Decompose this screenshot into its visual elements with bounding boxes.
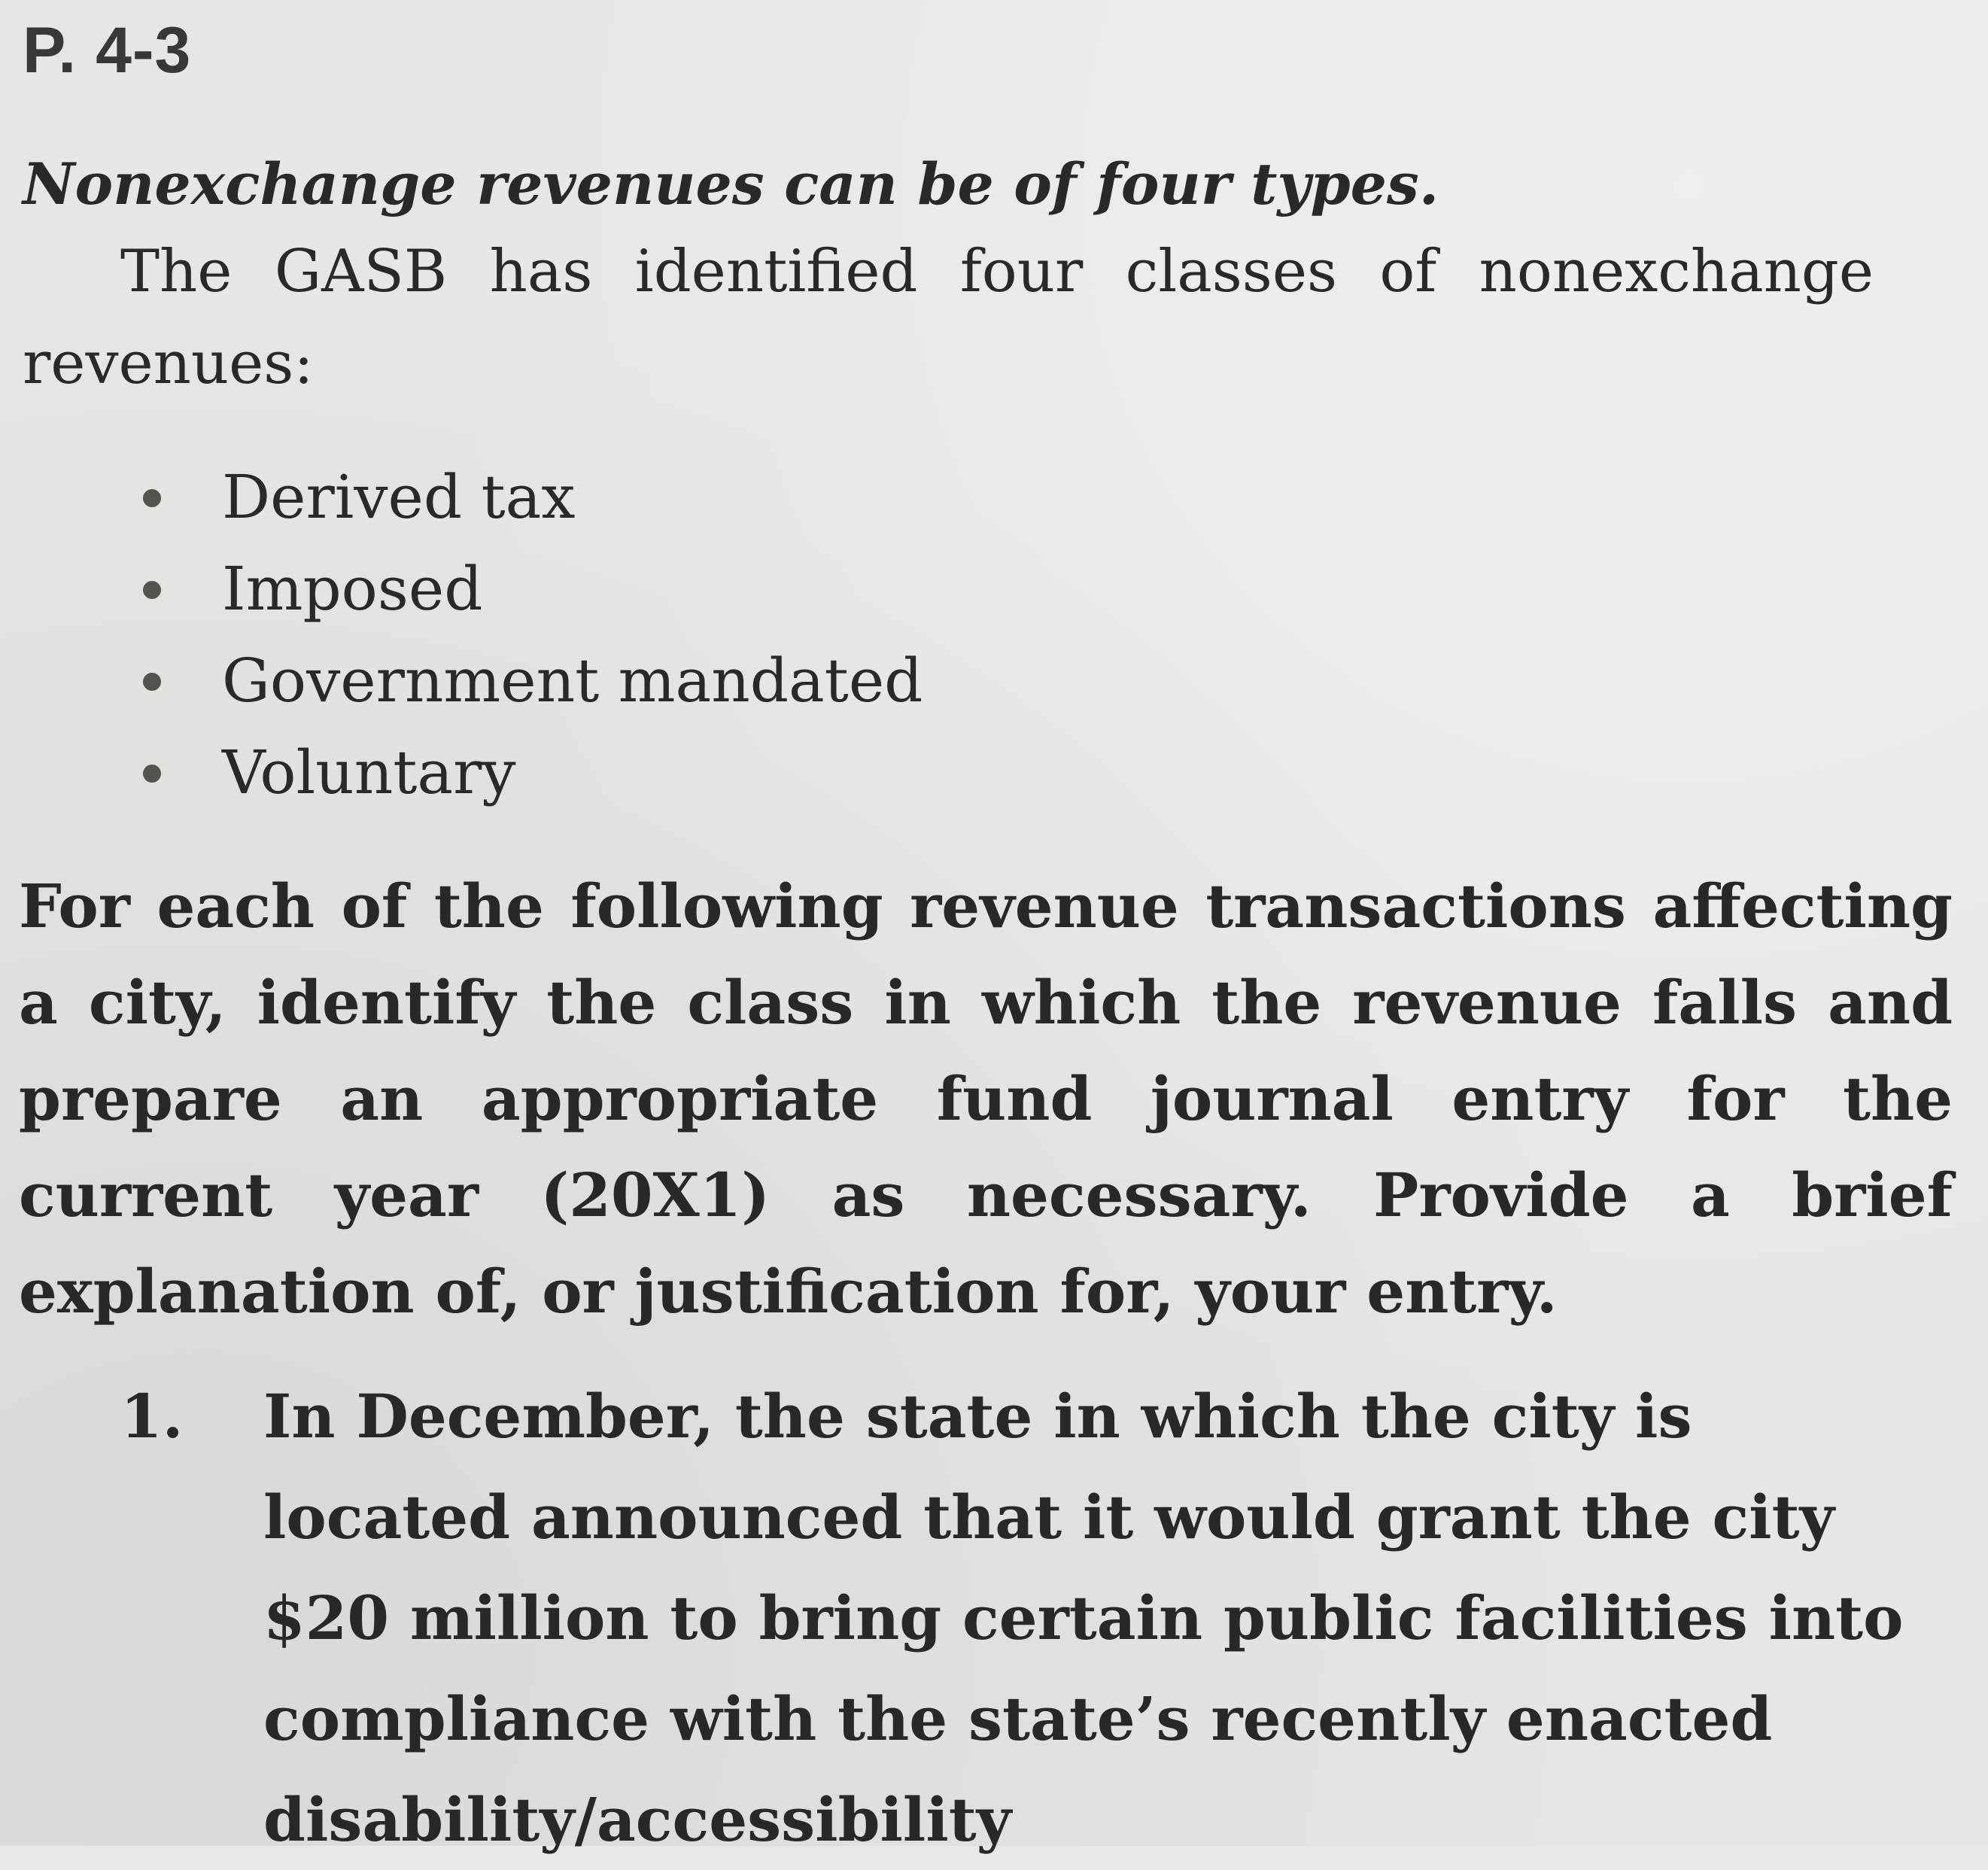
intro-paragraph: The GASB has identified four classes of nonexchange revenues: [23, 238, 1874, 397]
question-item-1 [120, 1366, 1956, 1870]
list-item [143, 635, 923, 727]
class-derived-tax: Derived tax [222, 462, 576, 532]
list-item [143, 727, 923, 819]
bullet-icon [143, 581, 161, 599]
problem-subtitle: Nonexchange revenues can be of four types. [23, 151, 1439, 217]
revenue-classes-list [143, 452, 923, 819]
bullet-icon [143, 765, 161, 783]
problem-label: P. 4-3 [23, 14, 192, 87]
class-imposed: Imposed [222, 554, 483, 624]
bullet-icon [143, 673, 161, 691]
class-government-mandated: Government mandated [222, 646, 923, 716]
instructions-paragraph: For each of the following revenue transactions affecting a city, identify the class in which the revenue falls and prepare an appropriate fund journal entry for the current year (20X1) as necessary. Provide a brief explanation of, or justification for, your entry. [19, 871, 1953, 1327]
list-item [143, 452, 923, 543]
question-text: In December, the state in which the city is located announced that it would grant the city $20 million to bring certain public facilities into compliance with the state’s recently enacted disability/accessibility [263, 1381, 1904, 1855]
class-voluntary: Voluntary [222, 737, 516, 807]
question-number: 1. [120, 1381, 184, 1452]
list-item [143, 543, 923, 635]
bullet-icon [143, 489, 161, 507]
